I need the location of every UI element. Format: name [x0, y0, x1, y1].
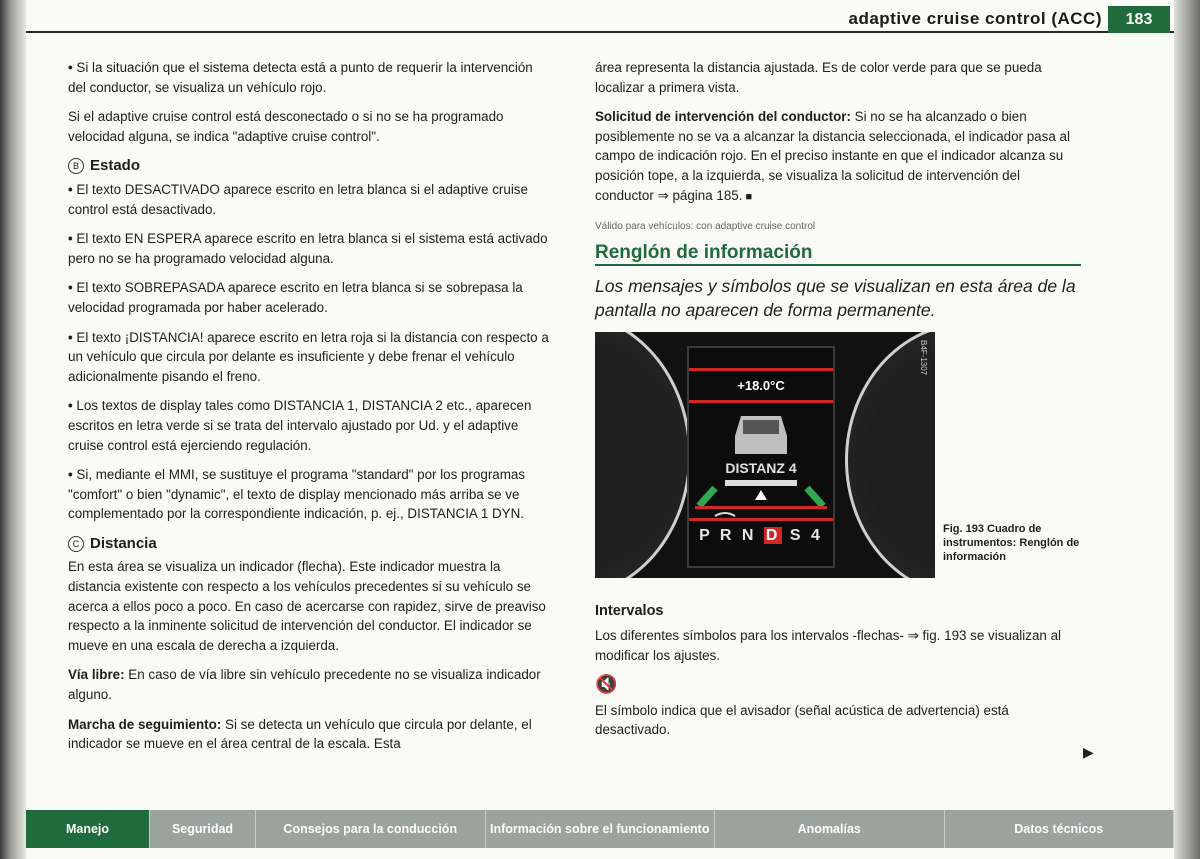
- section-rule: [595, 264, 1081, 266]
- gear-active: D: [765, 527, 781, 545]
- figure-caption: Fig. 193 Cuadro de instrumentos: Renglón de información: [943, 523, 1080, 564]
- display-line: [689, 400, 833, 403]
- footer-tabs: [26, 810, 1174, 848]
- gear-prefix: P R N: [699, 527, 764, 545]
- term-label: Marcha de seguimiento:: [68, 716, 222, 732]
- section-marker: C: [68, 536, 84, 552]
- left-gauge: [595, 332, 691, 578]
- section-marker: B: [68, 158, 84, 174]
- term-text: Si se detecta un vehículo que circula por delante, el indicador se mueve en el área central de la escala. Esta: [68, 716, 532, 752]
- paragraph: En esta área se visualiza un indicador (flecha). Este indicador muestra la distancia existente con respecto a los vehículos precedentes si su vehículo se acerca a ellos poco a poco. En caso de acercarse con rapidez, sirve de preaviso respecto a la inminente solicitud de intervención del conductor. El indicador se mueve en una escala de derecha a izquierda.: [68, 559, 546, 653]
- gear-indicator: [689, 526, 833, 546]
- list-item: • Si, mediante el MMI, se sustituye el programa "standard" por los programas "comfort" o bien "dynamic", el texto de display mencionado más arriba se ve complementado por la correspondiente indicación, p. ej., DISTANCIA 1 DYN.: [68, 465, 550, 524]
- tab-consejos[interactable]: Consejos para la conducción: [256, 810, 486, 848]
- section-heading-text: Estado: [90, 157, 141, 175]
- running-title: adaptive cruise control (ACC): [848, 9, 1102, 28]
- continue-arrow-icon: ▶: [1083, 744, 1094, 760]
- tab-datos-tecnicos[interactable]: Datos técnicos: [945, 810, 1175, 848]
- intro-text: Los mensajes y símbolos que se visualizan en esta área de la pantalla no aparecen de forma permanente.: [595, 276, 1076, 321]
- figure-id: B4F-1307: [919, 340, 928, 376]
- section-heading-estado: [68, 156, 550, 176]
- gear-suffix: S 4: [782, 527, 823, 545]
- page-number: 183: [1108, 6, 1170, 33]
- instrument-cluster-image: [595, 332, 935, 578]
- tab-anomalias[interactable]: Anomalías: [715, 810, 945, 848]
- car-rear-icon: [727, 406, 795, 458]
- figure: [595, 332, 1081, 588]
- driver-info-display: [687, 346, 835, 568]
- distance-scale-icon: [695, 476, 827, 520]
- header-rule: [26, 31, 1174, 33]
- display-line: [689, 518, 833, 521]
- section-heading-text: Distancia: [90, 534, 157, 552]
- term-label: Vía libre:: [68, 667, 125, 683]
- distance-readout: DISTANZ 4: [725, 460, 797, 477]
- list-item: • Los textos de display tales como DISTANCIA 1, DISTANCIA 2 etc., aparecen escritos en letra verde si se trata del intervalo ajustado por Ud. y el adaptive cruise control está ejerciendo regulación.: [68, 396, 550, 455]
- book-spine-shadow: [0, 0, 26, 859]
- list-item: • El texto EN ESPERA aparece escrito en letra blanca si el sistema está activado pero no se ha programado velocidad alguna.: [68, 229, 550, 268]
- paragraph: [595, 107, 1081, 207]
- right-column: [595, 58, 1081, 750]
- term-label: Solicitud de intervención del conductor:: [595, 109, 851, 125]
- paragraph: [68, 715, 550, 754]
- page-edge-shadow: [1174, 0, 1200, 859]
- tab-manejo[interactable]: Manejo: [26, 810, 150, 848]
- left-column: [68, 58, 550, 764]
- temperature-readout: +18.0°C: [737, 378, 785, 394]
- tab-informacion[interactable]: Información sobre el funcionamiento: [486, 810, 716, 848]
- section-heading-distancia: [68, 534, 550, 554]
- paragraph: [68, 665, 550, 704]
- bullet-paragraph: • Si la situación que el sistema detecta está a punto de requerir la intervención del conductor, se visualiza un vehículo rojo.: [68, 58, 550, 97]
- term-text: En caso de vía libre sin vehículo precedente no se visualiza indicador alguno.: [68, 667, 541, 703]
- list-item: • El texto ¡DISTANCIA! aparece escrito en letra roja si la distancia con respecto a un vehículo que circula por delante es insuficiente y debe frenar el vehículo adicionalmente pisando el freno.: [68, 328, 550, 387]
- paragraph: Si el adaptive cruise control está desconectado o si no se ha programado velocidad alguna, se indica "adaptive cruise control".: [68, 109, 504, 144]
- display-line: [689, 368, 833, 371]
- section-title: Renglón de información: [595, 241, 813, 263]
- paragraph: Los diferentes símbolos para los intervalos -flechas- ⇒ fig. 193 se visualizan al modificar los ajustes.: [595, 627, 1061, 663]
- paragraph: área representa la distancia ajustada. Es de color verde para que se pueda localizar a primera vista.: [595, 60, 1042, 95]
- term-text: Si no se ha alcanzado o bien posiblemente no se va a alcanzar la distancia seleccionada, el indicador pasa al campo de indicación rojo. En el preciso instante en que el indicador alcanza su posición tope, a la izquierda, se visualiza la solicitud de intervención del conductor ⇒ página 185.: [595, 109, 1070, 203]
- subheading: Intervalos: [595, 603, 664, 620]
- list-item: • El texto DESACTIVADO aparece escrito en letra blanca si el adaptive cruise control está desactivado.: [68, 180, 550, 219]
- paragraph: El símbolo indica que el avisador (señal acústica de advertencia) está desactivado.: [595, 702, 1009, 738]
- tab-seguridad[interactable]: Seguridad: [150, 810, 256, 848]
- mute-icon: 🔇: [595, 674, 618, 695]
- validity-note: Válido para vehículos: con adaptive cruise control: [595, 221, 816, 233]
- list-item: • El texto SOBREPASADA aparece escrito en letra blanca si se sobrepasa la velocidad programada por haber acelerado.: [68, 278, 550, 317]
